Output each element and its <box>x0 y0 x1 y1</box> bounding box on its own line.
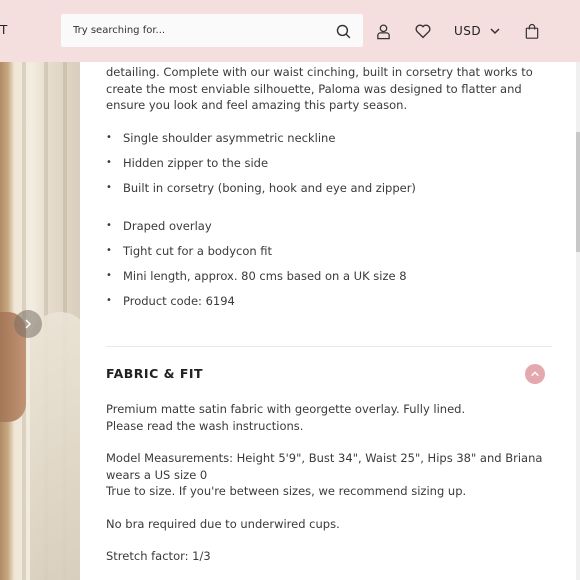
feature-text: Mini length, approx. 80 cms based on a UK size 8 <box>123 269 407 283</box>
gallery-next-button[interactable] <box>14 310 42 338</box>
wash-instructions-text: Please read the wash instructions. <box>106 418 304 433</box>
bullet-dot: • <box>106 157 112 168</box>
bullet-dot: • <box>106 132 112 143</box>
fabric-text: Premium matte satin fabric with georgette overlay. Fully lined. <box>106 402 466 416</box>
bullet-dot: • <box>106 295 112 306</box>
feature-list <box>106 131 416 206</box>
scrollbar-thumb[interactable] <box>576 132 580 252</box>
bullet-dot: • <box>106 182 112 193</box>
feature-text: Hidden zipper to the side <box>123 156 269 170</box>
product-description: detailing. Complete with our waist cinching, built in corsetry that works to create the most enviable silhouette, Paloma was designed to flatter and ensure you look and feel amazing this party season. <box>106 65 533 112</box>
bullet-dot: • <box>106 220 112 231</box>
list-item <box>106 156 416 181</box>
list-item <box>106 269 407 294</box>
list-item <box>106 244 407 269</box>
stretch-text: Stretch factor: 1/3 <box>106 549 211 563</box>
scrollbar[interactable] <box>576 62 580 580</box>
heart-icon <box>414 22 432 40</box>
wishlist-button[interactable] <box>411 19 435 43</box>
chevron-right-icon <box>22 318 34 330</box>
logo-fragment[interactable]: T <box>0 23 9 37</box>
feature-text: Draped overlay <box>123 219 212 233</box>
feature-text: Single shoulder asymmetric neckline <box>123 131 336 145</box>
model-measurements-text: Model Measurements: Height 5'9", Bust 34", Waist 25", Hips 38" and Briana wears a US size 0 <box>106 451 543 482</box>
sizing-text: True to size. If you're between sizes, we recommend sizing up. <box>106 484 467 498</box>
feature-text: Product code: 6194 <box>123 294 235 308</box>
currency-label: USD <box>454 24 482 38</box>
search-button[interactable] <box>331 19 355 43</box>
section-divider <box>106 346 552 347</box>
currency-selector[interactable] <box>454 20 501 42</box>
product-details <box>106 62 552 563</box>
list-item <box>106 294 407 319</box>
chevron-down-icon <box>489 25 501 37</box>
list-item <box>106 131 416 156</box>
fabric-fit-heading[interactable]: FABRIC & FIT <box>106 366 204 381</box>
feature-list <box>106 219 407 319</box>
statue-shape <box>30 312 80 580</box>
list-item <box>106 219 407 244</box>
bra-text: No bra required due to underwired cups. <box>106 516 340 531</box>
search-bar <box>61 14 363 47</box>
cart-button[interactable] <box>520 19 544 43</box>
product-image <box>0 62 80 580</box>
shopping-bag-icon <box>524 23 540 40</box>
feature-text: Built in corsetry (boning, hook and eye and zipper) <box>123 181 416 195</box>
chevron-up-icon <box>530 369 540 379</box>
search-input[interactable] <box>73 14 323 47</box>
feature-text: Tight cut for a bodycon fit <box>123 244 273 258</box>
fabric-fit-content <box>106 401 552 565</box>
bullet-dot: • <box>106 270 112 281</box>
fabric-fit-toggle[interactable] <box>525 364 545 384</box>
user-icon <box>375 23 392 40</box>
bullet-dot: • <box>106 245 112 256</box>
search-icon <box>335 23 352 40</box>
list-item <box>106 181 416 206</box>
site-header <box>0 0 580 62</box>
account-button[interactable] <box>371 19 395 43</box>
